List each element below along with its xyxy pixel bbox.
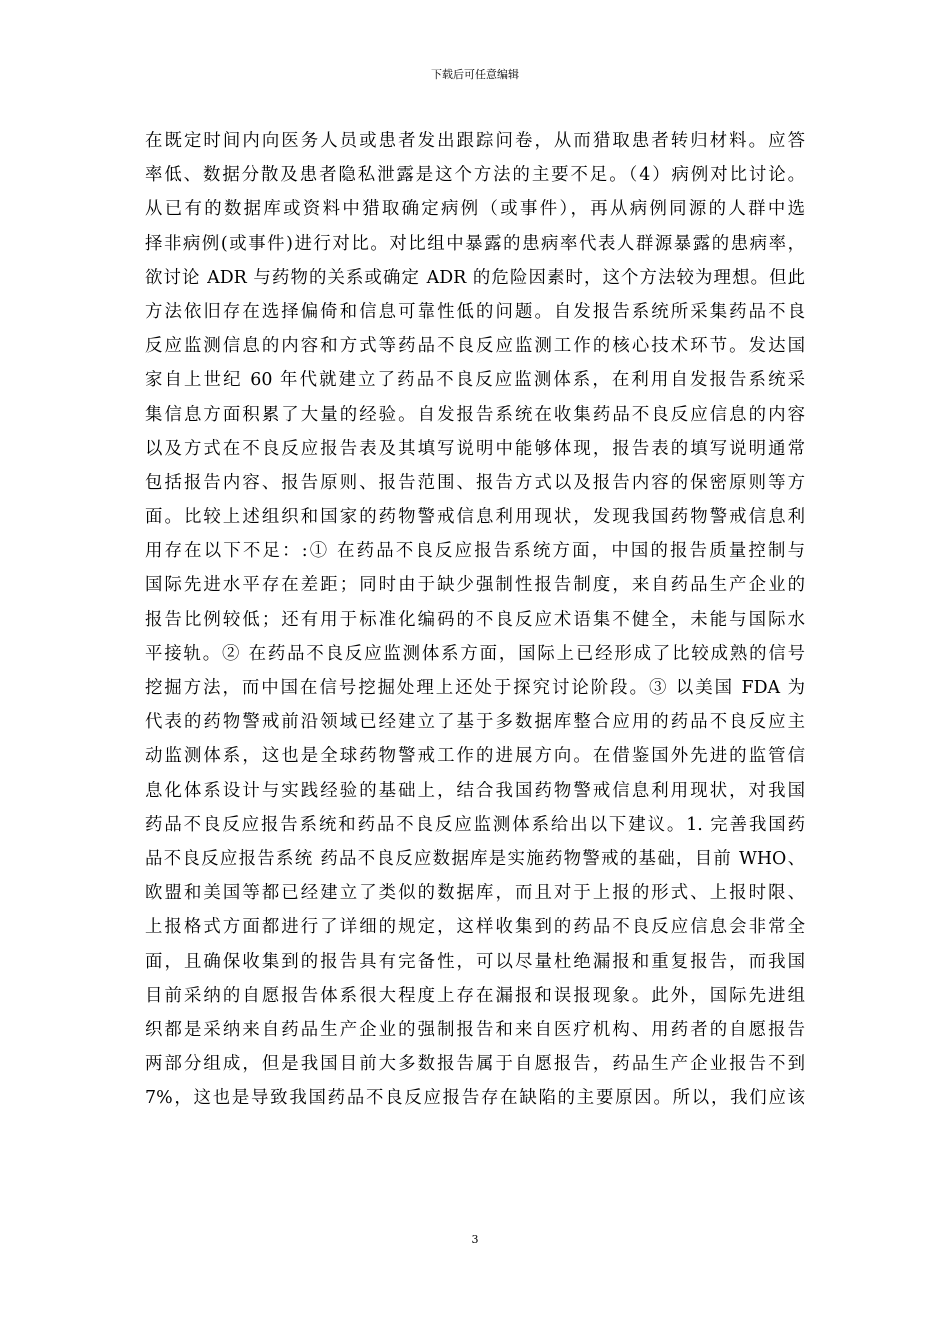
text-line: 欧盟和美国等都已经建立了类似的数据库，而且对于上报的形式、上报时限、	[145, 883, 805, 904]
text-line: 方法依旧存在选择偏倚和信息可靠性低的问题。自发报告系统所采集药品不良	[145, 301, 805, 322]
text-line: 国际先进水平存在差距；同时由于缺少强制性报告制度，来自药品生产企业的	[145, 575, 805, 596]
text-line: 用存在以下不足：:① 在药品不良反应报告系统方面，中国的报告质量控制与	[145, 541, 805, 562]
text-line: 面，且确保收集到的报告具有完备性，可以尽量杜绝漏报和重复报告，而我国	[145, 951, 805, 972]
body-text	[145, 124, 805, 1115]
text-line: 反应监测信息的内容和方式等药品不良反应监测工作的核心技术环节。发达国	[145, 336, 805, 357]
text-line: 代表的药物警戒前沿领域已经建立了基于多数据库整合应用的药品不良反应主	[145, 712, 805, 733]
text-line: 以及方式在不良反应报告表及其填写说明中能够体现，报告表的填写说明通常	[145, 438, 805, 459]
page-number: 3	[471, 1233, 479, 1246]
text-line: 从已有的数据库或资料中猎取确定病例（或事件），再从病例同源的人群中选	[145, 199, 805, 220]
text-line: 家自上世纪 60 年代就建立了药品不良反应监测体系，在利用自发报告系统采	[145, 370, 805, 391]
text-line: 集信息方面积累了大量的经验。自发报告系统在收集药品不良反应信息的内容	[145, 404, 805, 425]
text-line: 欲讨论 ADR 与药物的关系或确定 ADR 的危险因素时，这个方法较为理想。但此	[145, 267, 805, 288]
text-line: 药品不良反应报告系统和药品不良反应监测体系给出以下建议。1. 完善我国药	[145, 814, 805, 835]
text-line: 息化体系设计与实践经验的基础上，结合我国药物警戒信息利用现状，对我国	[145, 780, 805, 801]
text-line: 织都是采纳来自药品生产企业的强制报告和来自医疗机构、用药者的自愿报告	[145, 1019, 805, 1040]
text-line: 7%，这也是导致我国药品不良反应报告存在缺陷的主要原因。所以，我们应该	[145, 1088, 805, 1109]
text-line: 报告比例较低；还有用于标准化编码的不良反应术语集不健全，未能与国际水	[145, 609, 805, 630]
text-line: 品不良反应报告系统 药品不良反应数据库是实施药物警戒的基础，目前 WHO、	[145, 848, 805, 869]
page-header: 下载后可任意编辑	[431, 68, 519, 81]
text-line: 择非病例(或事件)进行对比。对比组中暴露的患病率代表人群源暴露的患病率，	[145, 233, 805, 254]
text-line: 目前采纳的自愿报告体系很大程度上存在漏报和误报现象。此外，国际先进组	[145, 985, 805, 1006]
text-line: 挖掘方法，而中国在信号挖掘处理上还处于探究讨论阶段。③ 以美国 FDA 为	[145, 678, 805, 698]
text-line: 在既定时间内向医务人员或患者发出跟踪问卷，从而猎取患者转归材料。应答	[145, 131, 805, 151]
text-line: 动监测体系，这也是全球药物警戒工作的进展方向。在借鉴国外先进的监管信	[145, 746, 805, 767]
text-line: 平接轨。② 在药品不良反应监测体系方面，国际上已经形成了比较成熟的信号	[145, 643, 805, 664]
text-line: 包括报告内容、报告原则、报告范围、报告方式以及报告内容的保密原则等方	[145, 472, 805, 493]
text-line: 率低、数据分散及患者隐私泄露是这个方法的主要不足。（4）病例对比讨论。	[145, 165, 805, 186]
text-line: 上报格式方面都进行了详细的规定，这样收集到的药品不良反应信息会非常全	[145, 917, 805, 938]
text-line: 两部分组成，但是我国目前大多数报告属于自愿报告，药品生产企业报告不到	[145, 1054, 805, 1075]
text-line: 面。比较上述组织和国家的药物警戒信息利用现状，发现我国药物警戒信息利	[145, 507, 805, 528]
